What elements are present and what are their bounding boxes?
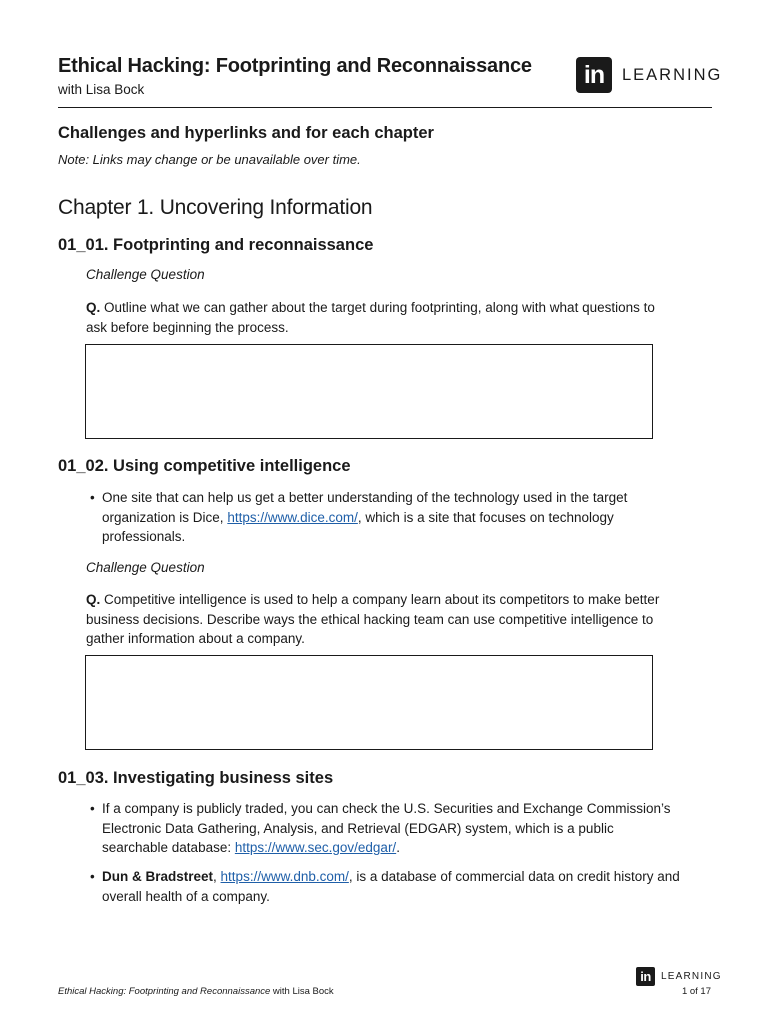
- section-heading: Challenges and hyperlinks and for each chapter: [58, 124, 434, 142]
- answer-box[interactable]: [85, 344, 653, 439]
- list-item: [90, 867, 680, 906]
- challenge-question: [86, 298, 666, 337]
- lesson-heading-01-03: 01_03. Investigating business sites: [58, 769, 334, 787]
- bullet-text: , is a database of commercial data on credit history and overall health of a company.: [102, 869, 680, 904]
- footer-course-credit: [58, 986, 334, 997]
- footer-author: with Lisa Bock: [270, 986, 334, 997]
- list-item: [90, 488, 680, 547]
- links-note: Note: Links may change or be unavailable over time.: [58, 152, 361, 167]
- bullet-text: ,: [213, 869, 221, 884]
- challenge-label: Challenge Question: [86, 267, 205, 282]
- bullet-text: One site that can help us get a better understanding of the technology used in the target organization is Dice,: [102, 490, 628, 525]
- document-author: with Lisa Bock: [58, 82, 145, 97]
- linkedin-learning-logo: [576, 57, 722, 93]
- dnb-link[interactable]: https://www.dnb.com/: [220, 869, 349, 884]
- answer-box[interactable]: [85, 655, 653, 750]
- list-item: [90, 799, 680, 858]
- footer-logo: [636, 966, 722, 986]
- footer-logo-wordmark: LEARNING: [661, 970, 722, 982]
- lesson-heading-01-02: 01_02. Using competitive intelligence: [58, 457, 351, 475]
- lesson-heading-01-01: 01_01. Footprinting and reconnaissance: [58, 236, 374, 254]
- linkedin-in-icon: in: [576, 57, 612, 93]
- question-prefix: Q.: [86, 592, 101, 607]
- bullet-text: , which is a site that focuses on technology professionals.: [102, 509, 614, 544]
- question-prefix: Q.: [86, 300, 101, 315]
- bullet-icon: •: [90, 869, 95, 884]
- logo-wordmark: LEARNING: [622, 65, 723, 84]
- document-title: Ethical Hacking: Footprinting and Reconnaissance: [58, 55, 532, 77]
- question-text: Competitive intelligence is used to help a company learn about its competitors to make better business decisions. Describe ways the ethical hacking team can use competitive intelligence to gather information about a company.: [86, 592, 660, 646]
- dice-link[interactable]: https://www.dice.com/: [227, 509, 358, 525]
- chapter-title: Chapter 1. Uncovering Information: [58, 196, 373, 219]
- sec-edgar-link[interactable]: https://www.sec.gov/edgar/: [234, 840, 397, 855]
- bullet-icon: •: [90, 801, 95, 816]
- linkedin-in-icon: in: [636, 967, 655, 986]
- question-text: Outline what we can gather about the target during footprinting, along with what questions to ask before beginning the process.: [86, 300, 655, 335]
- bullet-icon: •: [90, 490, 95, 505]
- page-number: 1 of 17: [681, 986, 711, 997]
- header-divider: [58, 107, 712, 108]
- bullet-text: .: [396, 840, 400, 855]
- challenge-label: Challenge Question: [86, 560, 205, 575]
- bullet-text: If a company is publicly traded, you can check the U.S. Securities and Exchange Commission’s Electronic Data Gathering, Analysis, and Retrieval (EDGAR) system, which is a public searchable database:: [102, 801, 671, 855]
- bullet-bold-text: Dun & Bradstreet: [102, 869, 214, 884]
- challenge-question: [86, 590, 666, 649]
- footer-course-title: Ethical Hacking: Footprinting and Reconnaissance: [58, 986, 271, 997]
